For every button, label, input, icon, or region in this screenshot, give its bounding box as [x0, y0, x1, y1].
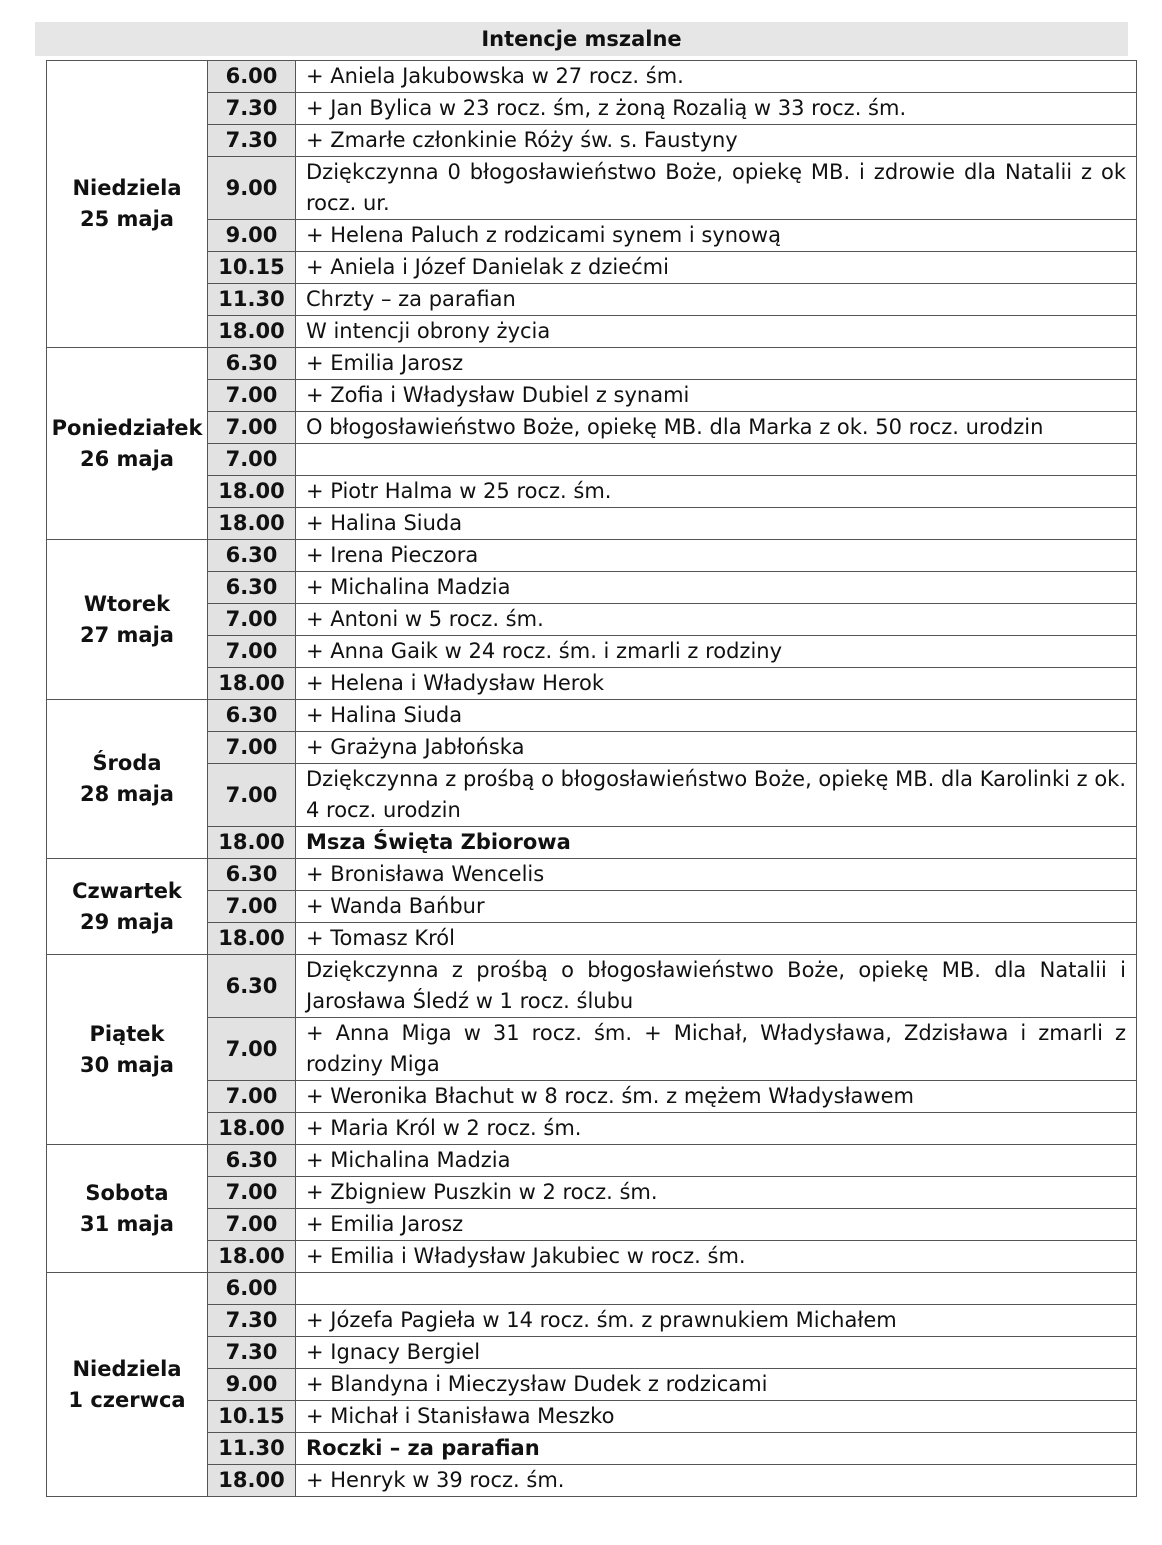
mass-intention: + Wanda Bańbur: [296, 891, 1137, 923]
mass-intention: + Bronisława Wencelis: [296, 859, 1137, 891]
mass-intention: Dziękczynna z prośbą o błogosławieństwo Boże, opiekę MB. dla Natalii i Jarosława Śledź w 1 rocz. ślubu: [296, 955, 1137, 1018]
mass-time: 6.30: [208, 348, 296, 380]
mass-time: 6.30: [208, 859, 296, 891]
table-row: [47, 1337, 1137, 1369]
table-row: [47, 61, 1137, 93]
mass-time: 10.15: [208, 252, 296, 284]
day-name: Wtorek: [83, 591, 171, 616]
mass-intention: + Zofia i Władysław Dubiel z synami: [296, 380, 1137, 412]
mass-intention: + Anna Gaik w 24 rocz. śm. i zmarli z rodziny: [296, 636, 1137, 668]
mass-intention: + Emilia Jarosz: [296, 348, 1137, 380]
table-row: [47, 1113, 1137, 1145]
table-row: [47, 412, 1137, 444]
table-row: [47, 252, 1137, 284]
mass-intention: O błogosławieństwo Boże, opiekę MB. dla Marka z ok. 50 rocz. urodzin: [296, 412, 1137, 444]
day-cell: [47, 1273, 208, 1497]
table-row: [47, 1273, 1137, 1305]
day-cell: [47, 700, 208, 859]
mass-time: 7.00: [208, 444, 296, 476]
mass-intention: + Emilia Jarosz: [296, 1209, 1137, 1241]
table-row: [47, 732, 1137, 764]
mass-intention: + Helena i Władysław Herok: [296, 668, 1137, 700]
mass-intention: + Michalina Madzia: [296, 572, 1137, 604]
mass-time: 6.30: [208, 955, 296, 1018]
table-row: [47, 1401, 1137, 1433]
day-date: 26 maja: [80, 446, 174, 471]
table-row: [47, 1177, 1137, 1209]
table-row: [47, 891, 1137, 923]
day-date: 29 maja: [80, 909, 174, 934]
table-row: [47, 572, 1137, 604]
mass-time: 7.00: [208, 1209, 296, 1241]
day-name: Niedziela: [72, 176, 182, 200]
mass-intention: Dziękczynna 0 błogosławieństwo Boże, opiekę MB. i zdrowie dla Natalii z ok rocz. ur.: [296, 157, 1137, 220]
table-row: [47, 1145, 1137, 1177]
mass-intention: + Blandyna i Mieczysław Dudek z rodzicami: [296, 1369, 1137, 1401]
mass-intention: + Emilia i Władysław Jakubiec w rocz. śm.: [296, 1241, 1137, 1273]
table-row: [47, 540, 1137, 572]
mass-intention: + Weronika Błachut w 8 rocz. śm. z mężem Władysławem: [296, 1081, 1137, 1113]
day-cell: [47, 859, 208, 955]
mass-time: 7.00: [208, 636, 296, 668]
mass-intention: + Michalina Madzia: [296, 1145, 1137, 1177]
table-row: [47, 668, 1137, 700]
table-row: [47, 1465, 1137, 1497]
mass-time: 9.00: [208, 220, 296, 252]
mass-time: 6.30: [208, 700, 296, 732]
mass-time: 18.00: [208, 923, 296, 955]
mass-time: 6.30: [208, 1145, 296, 1177]
mass-time: 7.00: [208, 732, 296, 764]
day-name: Niedziela: [72, 1356, 182, 1381]
day-name: Środa: [92, 751, 162, 775]
day-name: Piątek: [89, 1021, 165, 1046]
table-row: [47, 1018, 1137, 1081]
mass-intention: + Halina Siuda: [296, 700, 1137, 732]
mass-intentions-table: [46, 60, 1137, 1497]
mass-time: 7.00: [208, 891, 296, 923]
mass-time: 18.00: [208, 668, 296, 700]
table-row: [47, 1305, 1137, 1337]
table-row: [47, 444, 1137, 476]
day-date: 30 maja: [80, 1052, 174, 1077]
table-row: [47, 380, 1137, 412]
day-date: 25 maja: [80, 207, 174, 231]
table-row: [47, 316, 1137, 348]
mass-time: 7.00: [208, 1081, 296, 1113]
mass-intention: Chrzty – za parafian: [296, 284, 1137, 316]
mass-time: 7.00: [208, 1177, 296, 1209]
mass-intention: + Irena Pieczora: [296, 540, 1137, 572]
mass-time: 18.00: [208, 827, 296, 859]
mass-time: 18.00: [208, 1465, 296, 1497]
mass-time: 6.30: [208, 540, 296, 572]
day-cell: [47, 348, 208, 540]
day-cell: [47, 1145, 208, 1273]
mass-intention: + Piotr Halma w 25 rocz. śm.: [296, 476, 1137, 508]
mass-intention: Msza Święta Zbiorowa: [296, 827, 1137, 859]
mass-intention: + Anna Miga w 31 rocz. śm. + Michał, Władysława, Zdzisława i zmarli z rodziny Miga: [296, 1018, 1137, 1081]
mass-intention: + Henryk w 39 rocz. śm.: [296, 1465, 1137, 1497]
day-cell: [47, 540, 208, 700]
mass-intention: Roczki – za parafian: [296, 1433, 1137, 1465]
mass-time: 18.00: [208, 476, 296, 508]
mass-intention: + Tomasz Król: [296, 923, 1137, 955]
mass-intention: + Ignacy Bergiel: [296, 1337, 1137, 1369]
mass-intention: + Maria Król w 2 rocz. śm.: [296, 1113, 1137, 1145]
table-row: [47, 1433, 1137, 1465]
mass-intention: + Aniela Jakubowska w 27 rocz. śm.: [296, 61, 1137, 93]
page-title: Intencje mszalne: [35, 22, 1128, 56]
day-cell: [47, 955, 208, 1145]
mass-intention: + Jan Bylica w 23 rocz. śm, z żoną Rozalią w 33 rocz. śm.: [296, 93, 1137, 125]
mass-intention: [296, 444, 1137, 476]
mass-time: 7.30: [208, 1305, 296, 1337]
mass-intention: + Antoni w 5 rocz. śm.: [296, 604, 1137, 636]
mass-intention: + Józefa Pagieła w 14 rocz. śm. z prawnukiem Michałem: [296, 1305, 1137, 1337]
table-row: [47, 1081, 1137, 1113]
day-date: 28 maja: [80, 782, 174, 806]
mass-time: 18.00: [208, 1113, 296, 1145]
mass-time: 6.30: [208, 572, 296, 604]
table-row: [47, 1209, 1137, 1241]
table-row: [47, 348, 1137, 380]
table-row: [47, 700, 1137, 732]
mass-intention: + Aniela i Józef Danielak z dziećmi: [296, 252, 1137, 284]
day-date: 1 czerwca: [68, 1387, 186, 1412]
mass-time: 11.30: [208, 1433, 296, 1465]
mass-time: 7.30: [208, 1337, 296, 1369]
mass-intention: + Helena Paluch z rodzicami synem i synową: [296, 220, 1137, 252]
table-row: [47, 636, 1137, 668]
mass-time: 9.00: [208, 1369, 296, 1401]
mass-time: 18.00: [208, 316, 296, 348]
mass-intention: + Grażyna Jabłońska: [296, 732, 1137, 764]
day-name: Sobota: [85, 1180, 169, 1205]
day-date: 31 maja: [80, 1211, 174, 1236]
table-row: [47, 476, 1137, 508]
day-name: Czwartek: [72, 878, 182, 903]
mass-intention: + Zbigniew Puszkin w 2 rocz. śm.: [296, 1177, 1137, 1209]
mass-intention: Dziękczynna z prośbą o błogosławieństwo Boże, opiekę MB. dla Karolinki z ok. 4 rocz. urodzin: [296, 764, 1137, 827]
day-cell: [47, 61, 208, 348]
mass-time: 7.00: [208, 604, 296, 636]
mass-time: 7.30: [208, 125, 296, 157]
mass-intention: [296, 1273, 1137, 1305]
table-row: [47, 93, 1137, 125]
table-row: [47, 220, 1137, 252]
table-row: [47, 955, 1137, 1018]
mass-intention: + Zmarłe członkinie Róży św. s. Faustyny: [296, 125, 1137, 157]
table-row: [47, 827, 1137, 859]
day-date: 27 maja: [80, 622, 174, 647]
table-row: [47, 1369, 1137, 1401]
mass-time: 7.00: [208, 412, 296, 444]
table-row: [47, 1241, 1137, 1273]
day-name: Poniedziałek: [51, 415, 203, 440]
table-row: [47, 125, 1137, 157]
mass-time: 18.00: [208, 1241, 296, 1273]
table-row: [47, 859, 1137, 891]
table-row: [47, 284, 1137, 316]
mass-time: 7.00: [208, 764, 296, 827]
table-row: [47, 604, 1137, 636]
mass-time: 7.00: [208, 1018, 296, 1081]
mass-intention: + Halina Siuda: [296, 508, 1137, 540]
mass-time: 11.30: [208, 284, 296, 316]
table-row: [47, 508, 1137, 540]
mass-time: 6.00: [208, 1273, 296, 1305]
mass-intention: W intencji obrony życia: [296, 316, 1137, 348]
table-row: [47, 764, 1137, 827]
mass-time: 7.00: [208, 380, 296, 412]
mass-time: 6.00: [208, 61, 296, 93]
table-row: [47, 157, 1137, 220]
mass-time: 18.00: [208, 508, 296, 540]
mass-intention: + Michał i Stanisława Meszko: [296, 1401, 1137, 1433]
mass-time: 9.00: [208, 157, 296, 220]
table-row: [47, 923, 1137, 955]
mass-time: 10.15: [208, 1401, 296, 1433]
mass-time: 7.30: [208, 93, 296, 125]
